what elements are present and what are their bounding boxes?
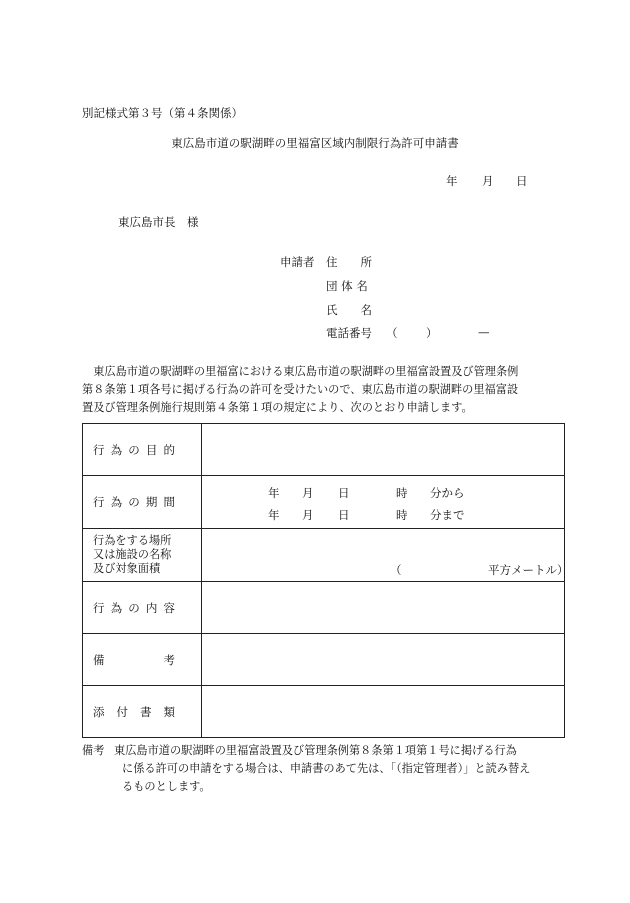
label-char: の [128,442,140,457]
application-statement [82,363,572,417]
period-end-day: 日 [338,508,350,522]
label-char: 付 [116,704,128,719]
table-row-remarks [83,634,565,686]
statement-line: 置及び管理条例施行規則第４条第１項の規定により、次のとおり申請します。 [82,401,473,414]
period-start-suffix: 分から [430,486,465,500]
attachments-input-cell[interactable] [202,686,565,738]
area-paren-open: （ [390,563,402,577]
table-row-period [83,476,565,529]
place-label-line: 及び対象面積 [93,562,161,575]
phone-paren-open: （ [386,326,398,340]
period-start-year: 年 [268,486,280,500]
label-char: 為 [110,442,123,457]
period-start-day: 日 [338,486,350,500]
label-char: 容 [163,600,175,615]
footnote-body [114,742,584,796]
remarks-label-cell [83,634,202,686]
period-start-hour: 時 [396,486,408,500]
purpose-input-cell[interactable] [202,424,565,476]
label-char: 的 [163,442,175,457]
attachments-label-cell [83,686,202,738]
remarks-label-char: 備 [93,652,105,667]
period-end-month: 月 [302,508,314,522]
period-label-cell [83,476,202,529]
period-end-suffix: 分まで [430,508,465,522]
footnote-line: 東広島市道の駅湖畔の里福富設置及び管理条例第８条第１項第１号に掲げる行為 [114,744,517,757]
table-row-attachments [83,686,565,738]
label-char: の [128,495,140,509]
label-char: 行 [93,495,105,509]
phone-paren-close: ） [426,326,438,340]
document-title: 東広島市道の駅湖畔の里福富区域内制限行為許可申請書 [171,136,459,150]
purpose-label-cell [83,424,202,476]
content-input-cell[interactable] [202,582,565,634]
content-label [93,600,175,616]
place-label-cell [83,529,202,582]
form-number-label: 別記様式第３号（第４条関係） [82,106,243,120]
table-row-purpose [83,424,565,476]
label-char: 書 [140,704,152,719]
footnote-heading: 備考 [82,744,105,757]
remarks-label [93,652,175,668]
phone-dash: — [478,325,490,339]
attachments-label [93,704,175,720]
statement-line: 東広島市道の駅湖畔の里福富における東広島市道の駅湖畔の里福富設置及び管理条例 [82,365,519,378]
applicant-name-label: 氏 名 [326,303,372,317]
label-char: 行 [93,442,105,457]
table-row-content [83,582,565,634]
date-year-label: 年 [446,174,458,188]
place-input-cell[interactable] [202,529,569,582]
addressee: 東広島市長 様 [118,215,199,229]
label-char: 為 [110,495,123,509]
content-label-cell [83,582,202,634]
footnote-line: るものとします。 [122,780,211,793]
label-char: 間 [163,495,175,509]
label-char: 期 [145,495,158,509]
label-char: の [128,600,140,615]
place-label-line: 行為をする場所 [93,534,172,547]
date-month-label: 月 [482,174,494,188]
area-unit-label: 平方メートル） [488,563,569,577]
table-row-place [83,529,565,582]
label-char: 添 [93,704,105,719]
remarks-input-cell[interactable] [202,634,565,686]
period-end-hour: 時 [396,508,408,522]
footnote-line: に係る許可の申請をする場合は、申請書のあて先は、「（指定管理者）」と読み替え [122,762,531,775]
period-end-year: 年 [268,508,280,522]
label-char: 内 [145,600,158,615]
label-char: 類 [163,704,175,719]
applicant-address-label: 住 所 [326,255,372,269]
label-char: 行 [93,600,105,615]
applicant-organization-label: 団 体 名 [326,279,368,293]
place-label-line: 又は施設の名称 [93,548,172,561]
application-table [82,423,569,738]
applicant-phone-label: 電話番号 [326,326,372,340]
period-label [93,494,175,510]
purpose-label [93,442,175,458]
applicant-heading: 申請者 [280,255,315,269]
period-start-month: 月 [302,486,314,500]
date-day-label: 日 [516,174,528,188]
remarks-label-char: 考 [163,652,175,667]
statement-line: 第８条第１項各号に掲げる行為の許可を受けたいので、東広島市道の駅湖畔の里福富設 [82,383,519,396]
label-char: 為 [110,600,123,615]
label-char: 目 [145,442,158,457]
period-input-cell[interactable] [202,476,565,529]
